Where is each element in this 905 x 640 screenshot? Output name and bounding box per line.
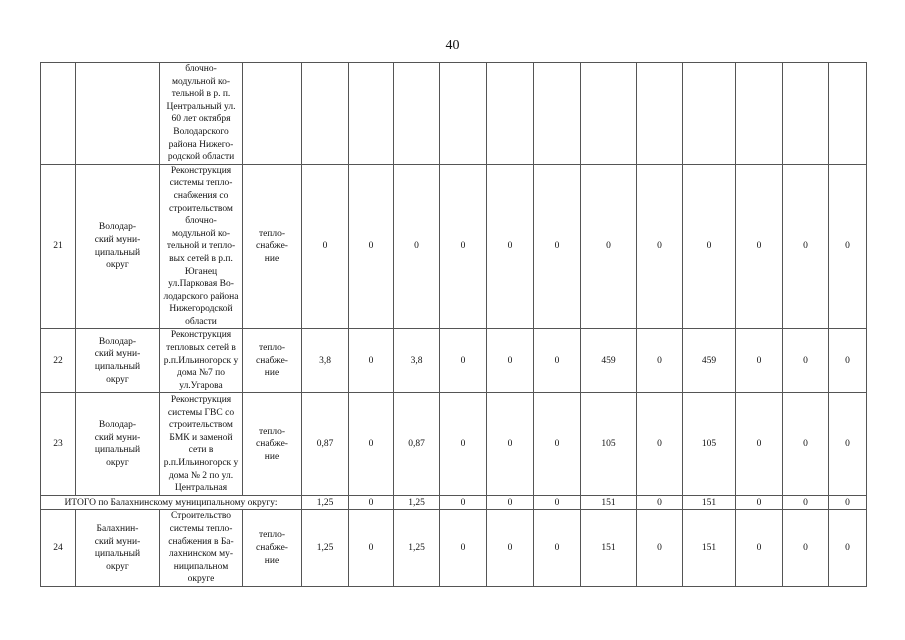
sector-cell: тепло- снабже- ние xyxy=(243,510,302,587)
value-cell: 0 xyxy=(440,329,487,393)
total-label-cell: ИТОГО по Балахнинскому муниципальному округу: xyxy=(41,496,302,510)
value-cell xyxy=(783,63,829,165)
sector-cell: тепло- снабже- ние xyxy=(243,164,302,329)
value-cell: 0,87 xyxy=(394,393,440,496)
value-cell: 459 xyxy=(581,329,637,393)
value-cell: 0 xyxy=(534,164,581,329)
value-cell: 0 xyxy=(349,329,394,393)
value-cell: 0 xyxy=(487,510,534,587)
table-row xyxy=(41,329,867,393)
total-value-cell: 0 xyxy=(736,496,783,510)
investment-table xyxy=(40,62,867,587)
total-value-cell: 0 xyxy=(829,496,867,510)
total-value-cell: 0 xyxy=(349,496,394,510)
row-number-cell: 24 xyxy=(41,510,76,587)
value-cell: 1,25 xyxy=(302,510,349,587)
municipality-cell: Балахнин- ский муни- ципальный округ xyxy=(76,510,160,587)
value-cell: 0 xyxy=(637,329,683,393)
value-cell: 0 xyxy=(302,164,349,329)
value-cell: 0 xyxy=(783,510,829,587)
project-cell: Реконструкция тепловых сетей в р.п.Ильиногорск у дома №7 по ул.Угарова xyxy=(160,329,243,393)
sector-cell: тепло- снабже- ние xyxy=(243,329,302,393)
value-cell xyxy=(302,63,349,165)
value-cell: 1,25 xyxy=(394,510,440,587)
project-cell: Реконструкция системы тепло- снабжения со строительством блочно- модульной ко- тельной и тепло- вых сетей в р.п. Юганец ул.Парковая Во- лодарского района Нижегородской области xyxy=(160,164,243,329)
value-cell xyxy=(394,63,440,165)
sector-cell xyxy=(243,63,302,165)
table-body xyxy=(41,63,867,587)
total-value-cell: 151 xyxy=(683,496,736,510)
value-cell: 0 xyxy=(736,164,783,329)
table-row xyxy=(41,164,867,329)
total-value-cell: 0 xyxy=(783,496,829,510)
municipality-cell xyxy=(76,63,160,165)
sector-cell: тепло- снабже- ние xyxy=(243,393,302,496)
value-cell xyxy=(829,63,867,165)
value-cell: 0 xyxy=(440,393,487,496)
value-cell xyxy=(487,63,534,165)
value-cell: 0 xyxy=(829,510,867,587)
municipality-cell: Володар- ский муни- ципальный округ xyxy=(76,393,160,496)
value-cell: 0 xyxy=(829,393,867,496)
table-row xyxy=(41,393,867,496)
value-cell xyxy=(440,63,487,165)
value-cell: 0 xyxy=(783,164,829,329)
page-number: 40 xyxy=(445,38,460,53)
value-cell: 0,87 xyxy=(302,393,349,496)
value-cell: 0 xyxy=(637,393,683,496)
value-cell: 105 xyxy=(683,393,736,496)
value-cell: 0 xyxy=(440,510,487,587)
value-cell: 151 xyxy=(683,510,736,587)
value-cell: 0 xyxy=(736,329,783,393)
municipality-cell: Володар- ский муни- ципальный округ xyxy=(76,329,160,393)
value-cell: 3,8 xyxy=(302,329,349,393)
value-cell: 0 xyxy=(736,510,783,587)
project-cell: блочно- модульной ко- тельной в р. п. Центральный ул. 60 лет октября Володарского района Нижего- родской области xyxy=(160,63,243,165)
value-cell: 0 xyxy=(736,393,783,496)
value-cell: 0 xyxy=(487,393,534,496)
total-value-cell: 1,25 xyxy=(394,496,440,510)
row-number-cell: 22 xyxy=(41,329,76,393)
value-cell xyxy=(534,63,581,165)
total-value-cell: 0 xyxy=(440,496,487,510)
project-cell: Реконструкция системы ГВС со строительством БМК и заменой сети в р.п.Ильиногорск у дома № 2 по ул. Центральная xyxy=(160,393,243,496)
value-cell: 0 xyxy=(534,510,581,587)
value-cell: 0 xyxy=(394,164,440,329)
municipality-cell: Володар- ский муни- ципальный округ xyxy=(76,164,160,329)
total-value-cell: 151 xyxy=(581,496,637,510)
value-cell: 0 xyxy=(829,329,867,393)
value-cell: 459 xyxy=(683,329,736,393)
value-cell: 0 xyxy=(783,393,829,496)
value-cell xyxy=(349,63,394,165)
value-cell: 0 xyxy=(637,164,683,329)
table-row xyxy=(41,63,867,165)
value-cell: 151 xyxy=(581,510,637,587)
row-number-cell: 21 xyxy=(41,164,76,329)
value-cell: 0 xyxy=(829,164,867,329)
row-number-cell: 23 xyxy=(41,393,76,496)
value-cell: 0 xyxy=(534,329,581,393)
value-cell: 0 xyxy=(783,329,829,393)
value-cell: 0 xyxy=(487,329,534,393)
total-value-cell: 0 xyxy=(637,496,683,510)
value-cell: 0 xyxy=(487,164,534,329)
table-row xyxy=(41,510,867,587)
value-cell: 105 xyxy=(581,393,637,496)
value-cell: 0 xyxy=(637,510,683,587)
value-cell: 0 xyxy=(349,164,394,329)
value-cell: 3,8 xyxy=(394,329,440,393)
total-value-cell: 0 xyxy=(534,496,581,510)
value-cell xyxy=(581,63,637,165)
value-cell: 0 xyxy=(349,393,394,496)
value-cell: 0 xyxy=(349,510,394,587)
total-value-cell: 0 xyxy=(487,496,534,510)
value-cell xyxy=(683,63,736,165)
row-number-cell xyxy=(41,63,76,165)
total-row xyxy=(41,496,867,510)
value-cell: 0 xyxy=(683,164,736,329)
value-cell xyxy=(637,63,683,165)
total-value-cell: 1,25 xyxy=(302,496,349,510)
value-cell: 0 xyxy=(534,393,581,496)
value-cell xyxy=(736,63,783,165)
project-cell: Строительство системы тепло- снабжения в Ба- лахнинском му- ниципальном округе xyxy=(160,510,243,587)
value-cell: 0 xyxy=(581,164,637,329)
value-cell: 0 xyxy=(440,164,487,329)
